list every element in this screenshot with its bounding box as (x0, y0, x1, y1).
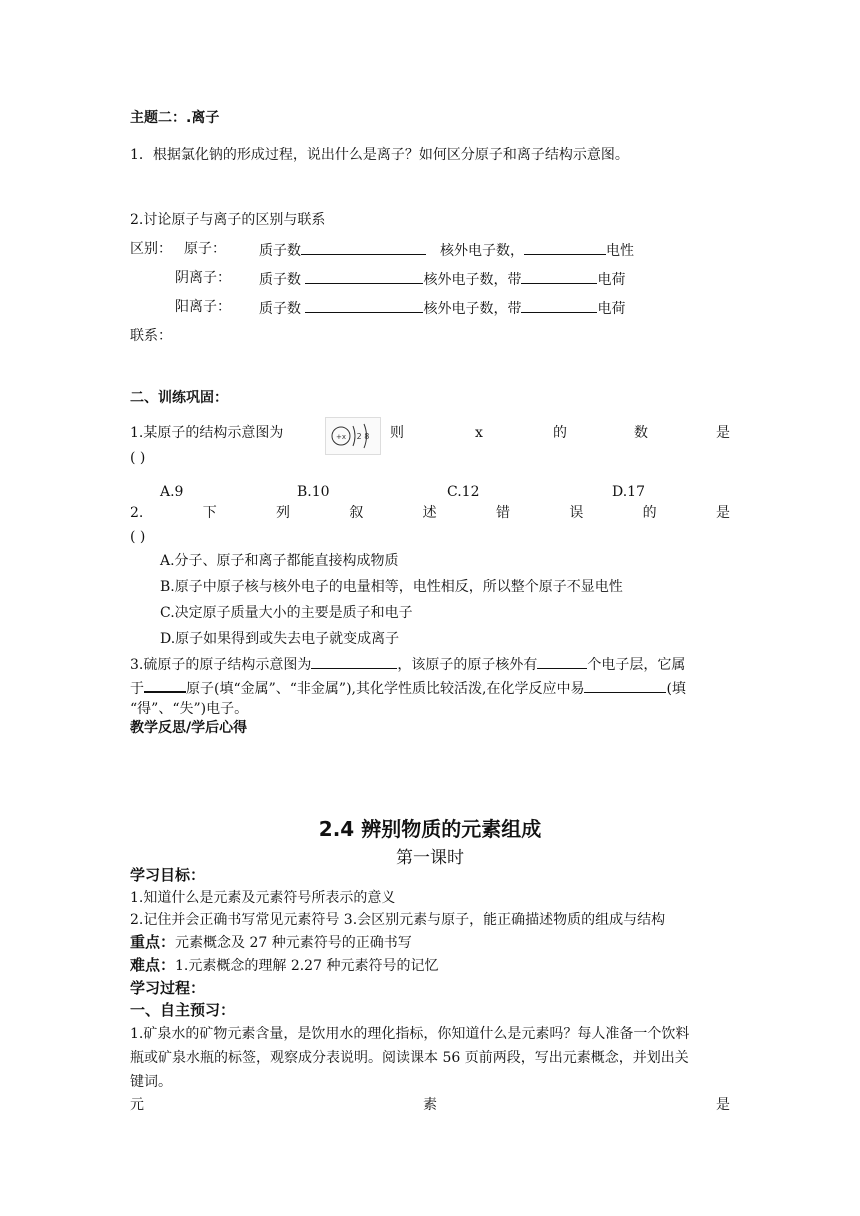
atom-structure-diagram (325, 417, 381, 455)
diff-label: 区别： (130, 241, 172, 257)
q3-gain-lose-blank[interactable] (584, 677, 666, 693)
q1-part-1: 则 (390, 425, 404, 441)
q1-option-c: C.12 (447, 484, 480, 500)
goals-heading: 学习目标： (130, 866, 206, 884)
q2-option-c: C.决定原子质量大小的主要是质子和电子 (160, 605, 413, 621)
cation-proton-blank[interactable] (305, 297, 423, 313)
electron-carry-label: 核外电子数，带 (423, 301, 522, 317)
preview-line-1: 1.矿泉水的矿物元素含量，是饮用水的理化指标，你知道什么是元素吗？每人准备一个饮料 (130, 1026, 690, 1042)
q2-part: 错 (496, 505, 510, 521)
proton-label: 质子数 (259, 272, 301, 288)
q1-part-4: 数 (634, 425, 648, 441)
atom-label: 原子： (184, 241, 226, 257)
proton-label: 质子数 (259, 301, 301, 317)
preview-line-2: 瓶或矿泉水瓶的标签，观察成分表说明。阅读课本 56 页前两段，写出元素概念，并划出关 (130, 1050, 689, 1066)
q2-paren: ( ) (130, 529, 146, 545)
topic2-heading: 主题二：.离子 (130, 110, 220, 126)
lesson-subtitle: 第一课时 (396, 848, 464, 868)
atom-proton-text (259, 239, 426, 261)
lesson-title: 2.4 辨别物质的元素组成 (318, 817, 542, 841)
q1-option-b: B.10 (297, 484, 330, 500)
q3-metal-blank[interactable] (144, 676, 186, 693)
anion-proton-text (259, 268, 625, 290)
q1-option-d: D.17 (612, 484, 645, 500)
q2-option-d: D.原子如果得到或失去电子就变成离子 (160, 631, 400, 647)
q2-part: 的 (642, 505, 657, 521)
q2-option-a: A.分子、原子和离子都能直接构成物质 (160, 553, 399, 569)
cation-label: 阳离子： (175, 299, 231, 315)
discuss-heading: 2.讨论原子与离子的区别与联系 (130, 212, 326, 228)
q1-part-2: x (475, 425, 483, 441)
proton-label: 质子数 (259, 243, 301, 259)
charge-label: 电荷 (597, 301, 626, 317)
anion-charge-blank[interactable] (521, 268, 597, 284)
atom-proton-blank[interactable] (301, 239, 426, 255)
q2-option-b: B.原子中原子核与核外电子的电量相等，电性相反，所以整个原子不显电性 (160, 579, 623, 595)
element-definition-line (130, 1095, 730, 1115)
difficulty-text: 1.元素概念的理解 2.27 种元素符号的记忆 (175, 958, 439, 974)
reflection-heading: 教学反思/学后心得 (130, 720, 248, 736)
q2-stem (130, 503, 730, 523)
shell-electrons-label: 2 8 (356, 432, 370, 441)
atom-diagram-icon (326, 418, 380, 454)
q3-line-1 (130, 653, 685, 675)
anion-label: 阴离子： (175, 270, 231, 286)
key-label: 重点： (130, 933, 176, 951)
cation-charge-blank[interactable] (521, 297, 597, 313)
difficulty-label: 难点： (130, 956, 176, 974)
goal-2: 2.记住并会正确书写常见元素符号 3.会区别元素与原子，能正确描述物质的组成与结构 (130, 912, 666, 928)
q3-layers-blank[interactable] (537, 653, 587, 669)
q3-text-e: 原子(填“金属”、“非金属”),其化学性质比较活泼,在化学反应中易 (186, 681, 585, 697)
process-heading: 学习过程： (130, 979, 206, 997)
definition-word: 是 (716, 1097, 730, 1113)
q3-text-d: 于 (130, 681, 144, 697)
electric-label: 电性 (606, 243, 634, 259)
q2-part: 2. (130, 505, 144, 521)
atom-electron-text (440, 239, 634, 261)
q3-text-f: (填 (666, 681, 686, 697)
goal-1: 1.知道什么是元素及元素符号所表示的意义 (130, 890, 396, 906)
q2-part: 下 (202, 505, 217, 521)
q2-part: 叙 (349, 505, 364, 521)
link-label: 联系： (130, 328, 172, 344)
q3-line-3: “得”、“失”)电子。 (130, 701, 249, 717)
charge-label: 电荷 (597, 272, 626, 288)
nucleus-label: +x (335, 433, 347, 441)
question-ion: 1．根据氯化钠的形成过程，说出什么是离子？如何区分原子和离子结构示意图。 (130, 147, 629, 163)
q3-diagram-blank[interactable] (311, 653, 397, 669)
q2-part: 列 (276, 505, 291, 521)
q3-text-b: ，该原子的原子核外有 (397, 657, 538, 673)
definition-word: 元 (130, 1097, 144, 1113)
anion-proton-blank[interactable] (305, 268, 423, 284)
difficult-point (130, 955, 438, 976)
key-point (130, 932, 412, 953)
q2-part: 误 (569, 505, 584, 521)
q1-paren: ( ) (130, 450, 146, 466)
q1-part-3: 的 (553, 425, 567, 441)
training-heading: 二、训练巩固： (130, 390, 228, 406)
q3-line-2 (130, 676, 686, 699)
q1-option-a: A.9 (160, 484, 184, 500)
preview-line-3: 键词。 (130, 1074, 172, 1090)
q2-part: 述 (422, 505, 437, 521)
cation-proton-text (259, 297, 625, 319)
preview-heading: 一、自主预习： (130, 1001, 236, 1019)
electron-carry-label: 核外电子数，带 (423, 272, 522, 288)
q3-text-c: 个电子层，它属 (587, 657, 686, 673)
q1-part-0: 1.某原子的结构示意图为 (130, 425, 284, 441)
q1-part-5: 是 (716, 425, 730, 441)
atom-electric-blank[interactable] (524, 239, 606, 255)
key-text: 元素概念及 27 种元素符号的正确书写 (175, 935, 412, 951)
definition-word: 素 (423, 1097, 437, 1113)
q3-text-a: 3.硫原子的原子结构示意图为 (130, 657, 312, 673)
q2-part: 是 (715, 505, 730, 521)
electron-label: 核外电子数， (440, 243, 524, 259)
